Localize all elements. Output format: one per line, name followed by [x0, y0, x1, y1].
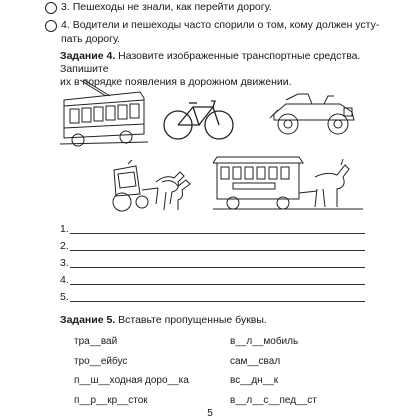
answer-number: 5.: [60, 291, 69, 303]
task5-text: Вставьте пропущенные буквы.: [115, 314, 267, 326]
option-3-radio[interactable]: [45, 2, 57, 14]
bicycle-picture: [163, 93, 235, 141]
answer-number: 4.: [60, 274, 69, 286]
word-left-2[interactable]: тро__ейбус: [74, 356, 128, 367]
task4-text-line1: Назовите изображенные транспортные средства. Запишите: [60, 50, 361, 75]
answer-line[interactable]: [70, 301, 365, 302]
word-right-4[interactable]: в__л__с__пед__ст: [230, 395, 317, 406]
page-number: 5: [207, 408, 213, 419]
answer-row-5[interactable]: [60, 290, 365, 304]
word-right-2[interactable]: сам__свал: [230, 356, 281, 367]
option-4-label-line1: Водители и пешеходы часто спорили о том, кому должен усту-: [72, 19, 380, 31]
word-left-1[interactable]: тра__вай: [74, 336, 118, 347]
answer-line[interactable]: [70, 267, 365, 268]
answer-line[interactable]: [70, 233, 365, 234]
word-right-3[interactable]: вс__дн__к: [230, 375, 279, 386]
answer-number: 2.: [60, 240, 69, 252]
answer-number: 1.: [60, 223, 69, 235]
horse-carriage-picture: [108, 160, 196, 216]
tram-picture: [60, 78, 148, 148]
option-4-text-line1: [61, 19, 379, 32]
answer-line[interactable]: [70, 284, 365, 285]
vintage-car-picture: [268, 90, 358, 138]
option-4-text-line2: пать дорогу.: [61, 33, 121, 45]
option-3-number: 3.: [61, 1, 70, 13]
option-3-text: [61, 1, 272, 14]
task5-instruction: [60, 314, 390, 327]
answer-row-3[interactable]: [60, 256, 365, 270]
word-left-3[interactable]: п__ш__ходная доро__ка: [74, 375, 189, 386]
option-4-radio[interactable]: [45, 20, 57, 32]
option-3-label: Пешеходы не знали, как перейти дорогу.: [72, 1, 272, 13]
answer-line[interactable]: [70, 250, 365, 251]
answer-row-4[interactable]: [60, 273, 365, 287]
option-4-number: 4.: [61, 19, 70, 31]
task5-label: Задание 5.: [60, 314, 116, 326]
answer-number: 3.: [60, 257, 69, 269]
word-right-1[interactable]: в__л__мобиль: [230, 336, 299, 347]
answer-row-1[interactable]: [60, 222, 365, 236]
task4-label: Задание 4.: [60, 50, 116, 62]
horse-drawn-tram-picture: [213, 153, 363, 211]
word-left-4[interactable]: п__р__кр__сток: [74, 395, 148, 406]
task4-text-line2: их в порядке появления в дорожном движении.: [60, 76, 292, 88]
answer-row-2[interactable]: [60, 239, 365, 253]
